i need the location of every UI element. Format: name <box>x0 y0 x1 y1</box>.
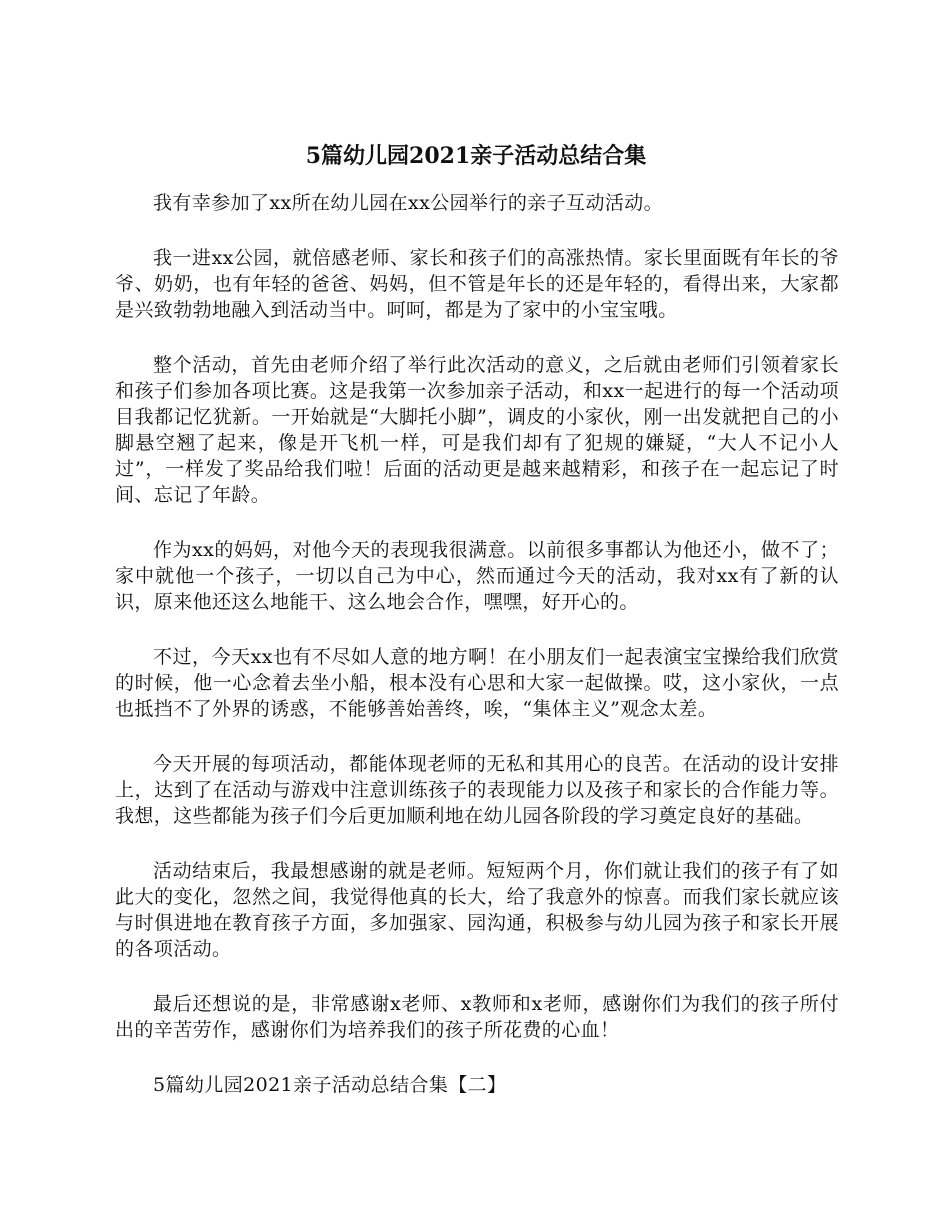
paragraph-5: 不过，今天xx也有不尽如人意的地方啊！在小朋友们一起表演宝宝操给我们欣赏的时候，他一心念着去坐小船，根本没有心思和大家一起做操。哎，这小家伙，一点也抵挡不了外界的诱惑，不能够善始善终，唉，“集体主义”观念太差。 <box>115 646 839 720</box>
paragraph-7: 活动结束后，我最想感谢的就是老师。短短两个月，你们就让我们的孩子有了如此大的变化，忽然之间，我觉得他真的长大，给了我意外的惊喜。而我们家长就应该与时俱进地在教育孩子方面，多加强家、园沟通，积极参与幼儿园为孩子和家长开展的各项活动。 <box>115 860 839 960</box>
paragraph-6: 今天开展的每项活动，都能体现老师的无私和其用心的良苦。在活动的设计安排上，达到了在活动与游戏中注意训练孩子的表现能力以及孩子和家长的合作能力等。我想，这些都能为孩子们今后更加顺利地在幼儿园各阶段的学习奠定良好的基础。 <box>115 753 839 827</box>
paragraph-2: 我一进xx公园，就倍感老师、家长和孩子们的高涨热情。家长里面既有年长的爷爷、奶奶，也有年轻的爸爸、妈妈，但不管是年长的还是年轻的，看得出来，大家都是兴致勃勃地融入到活动当中。呵呵，都是为了家中的小宝宝哦。 <box>115 247 839 321</box>
paragraph-4: 作为xx的妈妈，对他今天的表现我很满意。以前很多事都认为他还小，做不了；家中就他一个孩子，一切以自己为中心，然而通过今天的活动，我对xx有了新的认识，原来他还这么地能干、这么地会合作，嘿嘿，好开心的。 <box>115 539 839 613</box>
section-heading: 5篇幼儿园2021亲子活动总结合集【二】 <box>153 1074 507 1096</box>
document-body <box>115 190 839 1127</box>
paragraph-3: 整个活动，首先由老师介绍了举行此次活动的意义，之后就由老师们引领着家长和孩子们参加各项比赛。这是我第一次参加亲子活动，和xx一起进行的每一个活动项目我都记忆犹新。一开始就是“大脚托小脚”，调皮的小家伙，刚一出发就把自己的小脚悬空翘了起来，像是开飞机一样，可是我们却有了犯规的嫌疑，“大人不记小人过”，一样发了奖品给我们啦！后面的活动更是越来越精彩，和孩子在一起忘记了时间、忘记了年龄。 <box>115 354 839 506</box>
paragraph-1: 我有幸参加了xx所在幼儿园在xx公园举行的亲子互动活动。 <box>153 192 664 214</box>
document-title: 5篇幼儿园2021亲子活动总结合集 <box>305 143 647 169</box>
paragraph-8: 最后还想说的是，非常感谢x老师、x教师和x老师，感谢你们为我们的孩子所付出的辛苦劳作，感谢你们为培养我们的孩子所花费的心血！ <box>115 993 839 1041</box>
